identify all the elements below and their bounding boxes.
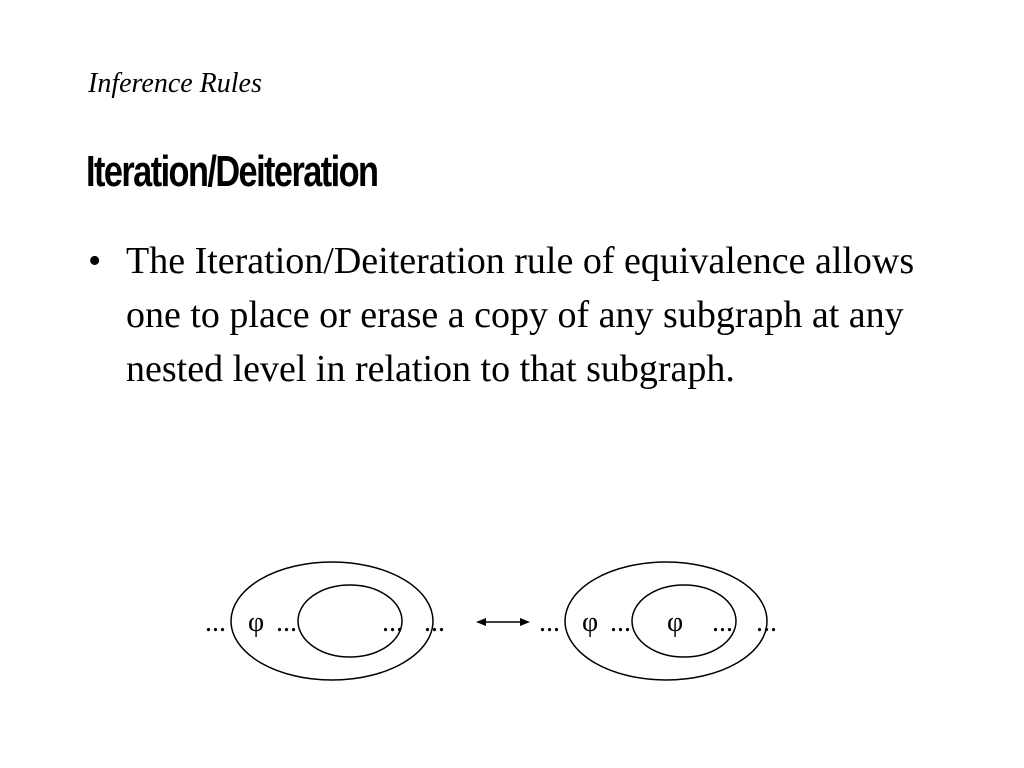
left-inner-cut [298,585,402,657]
left-outer-right-dots: ... [276,607,297,638]
right-after-dots-1: ... [712,607,733,638]
right-outer-symbol: φ [582,607,599,638]
slide-title: Iteration/Deiteration [86,147,378,196]
left-after-dots-2: ... [424,607,445,638]
right-outer-right-dots: ... [610,607,631,638]
section-label: Inference Rules [88,68,262,99]
right-inner-content: φ [667,607,684,638]
left-graph [205,562,445,680]
right-graph [539,562,777,680]
bullet-list [88,234,948,396]
bullet-item [88,234,948,396]
left-outer-symbol: φ [248,607,265,638]
left-outer-left-dots: ... [205,607,226,638]
left-outer-cut [231,562,433,680]
bullet-text: The Iteration/Deiteration rule of equivalence allows one to place or erase a copy of any subgraph at any nested level in relation to that subgraph. [126,240,915,390]
right-outer-left-dots: ... [539,607,560,638]
right-outer-cut [565,562,767,680]
left-after-dots-1: ... [382,607,403,638]
bullet-dot-icon: • [88,240,102,282]
right-after-dots-2: ... [756,607,777,638]
right-inner-cut [632,585,736,657]
